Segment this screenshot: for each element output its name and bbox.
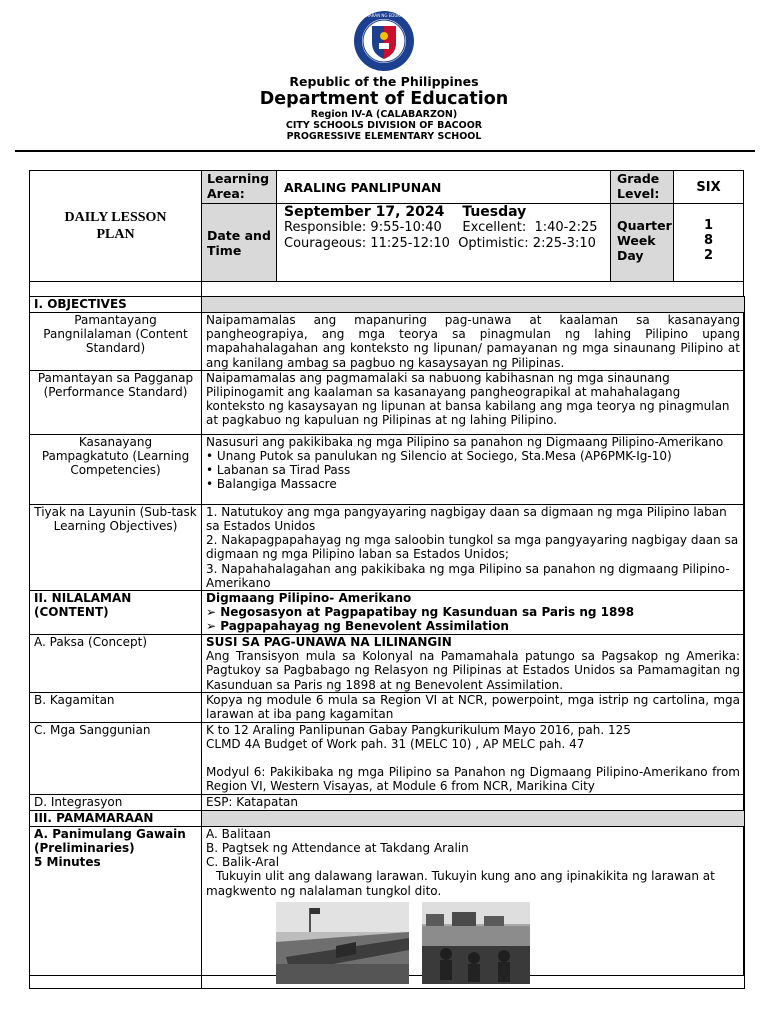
subtask-item: 1. Natutukoy ang mga pangyayaring nagbigay daan sa digmaan ng mga Pilipino laban sa Estados Unidos (206, 504, 727, 534)
quarter-week-day-values (673, 203, 744, 282)
reference-line: K to 12 Araling Panlipunan Gabay Pangkurikulum Mayo 2016, pah. 125 (206, 722, 631, 737)
procedure-instruction: Tukuyin ulit ang dalawang larawan. Tukuyin kung ano ang ipinakikita ng larawan at magkwento ng nalalaman tungkol dito. (206, 869, 715, 898)
lesson-plan-table (29, 296, 745, 989)
reference-line: CLMD 4A Budget of Work pah. 31 (MELC 10) , AP MELC pah. 47 (206, 737, 585, 752)
republic-line: Republic of the Philippines (289, 74, 479, 89)
quarter-value: 1 (703, 218, 714, 233)
concept-row (30, 635, 745, 693)
document-header (0, 10, 768, 142)
content-standard-row (30, 313, 745, 371)
division-line: CITY SCHOOLS DIVISION OF BACOOR (285, 120, 483, 131)
integration-label: D. Integrasyon (30, 794, 202, 810)
references-label: C. Mga Sanggunian (30, 722, 202, 794)
content-title: Digmaang Pilipino- Amerikano (206, 591, 412, 606)
date-time-value-cell (276, 203, 611, 282)
competency-item: • Unang Putok sa panulukan ng Silencio at Sociego, Sta.Mesa (AP6PMK-Ig-10) (206, 449, 740, 463)
quarter-week-day-labels (610, 203, 674, 282)
materials-label: B. Kagamitan (30, 692, 202, 722)
week-label: Week (617, 233, 656, 248)
schedule-line-2: Courageous: 11:25-12:10 Optimistic: 2:25-3:10 (284, 235, 596, 251)
dlp-title-cell (29, 170, 202, 282)
date-value: September 17, 2024 (284, 204, 445, 220)
grade-level-value: SIX (673, 170, 744, 204)
preliminaries-label-cell (30, 826, 202, 988)
integration-row (30, 794, 745, 810)
quarter-label: Quarter (617, 218, 672, 233)
procedure-step: C. Balik-Aral (206, 855, 280, 870)
content-heading-row (30, 591, 745, 635)
svg-text:KAGAWARAN NG EDUKASYON: KAGAWARAN NG EDUKASYON (354, 13, 414, 18)
competencies-cell (202, 434, 745, 504)
spacer-right (201, 281, 744, 297)
concept-cell (202, 635, 745, 693)
concept-heading: SUSI SA PAG-UNAWA NA LILINANGIN (206, 635, 452, 650)
spacer-left (29, 281, 202, 297)
school-line: PROGRESSIVE ELEMENTARY SCHOOL (286, 131, 482, 142)
preliminaries-cell (202, 826, 745, 988)
historical-bridge-photo (276, 902, 409, 984)
date-time-label-cell (201, 203, 277, 282)
learning-area-label: Learning Area: (201, 170, 277, 204)
region-line: Region IV-A (CALABARZON) (310, 109, 458, 120)
materials-row (30, 692, 745, 722)
integration-text: ESP: Katapatan (202, 794, 745, 810)
preliminaries-row (30, 826, 745, 988)
photo-area (206, 902, 740, 988)
day-name-value: Tuesday (462, 204, 527, 220)
deped-seal-logo (353, 10, 415, 72)
subtask-item: 3. Napahahalagahan ang pakikibaka ng mga Pilipino sa panahon ng digmaang Pilipino-Amerikano (206, 561, 730, 590)
objectives-heading: I. OBJECTIVES (30, 297, 202, 313)
competencies-intro: Nasusuri ang pakikibaka ng mga Pilipino sa panahon ng Digmaang Pilipino-Amerikano (206, 434, 724, 449)
procedure-step: B. Pagtsek ng Attendance at Takdang Aralin (206, 841, 469, 856)
subtask-cell (202, 504, 745, 590)
performance-standard-row (30, 370, 745, 434)
preliminaries-label: A. Panimulang Gawain (34, 826, 186, 841)
materials-text: Kopya ng module 6 mula sa Region VI at NCR, powerpoint, mga istrip ng cartolina, mga larawan at iba pang kagamitan (202, 692, 745, 722)
subtask-row (30, 504, 745, 590)
subtask-label: Tiyak na Layunin (Sub-task Learning Objectives) (30, 504, 202, 590)
objectives-heading-filler (202, 297, 745, 313)
reference-line: Modyul 6: Pakikibaka ng mga Pilipino sa Panahon ng Digmaang Pilipino-Amerikano from Region VI, Western Visayas, at Module 6 from NCR, Marikina City (206, 765, 740, 794)
concept-label: A. Paksa (Concept) (30, 635, 202, 693)
header-divider (15, 150, 755, 152)
week-value: 8 (703, 233, 714, 248)
content-standard-text: Naipamamalas ang mapanuring pag-unawa at kaalaman sa kasanayang pangheograpiya, ang mga teorya sa pinagmulan ng lahing Pilipino upang mapahahalagahan ang konteksto ng lipunan/ pamayanan ng mga sinaunang Pilipino at ang kanilang ambag sa pagbuo ng kasaysayan ng Pilipinas. (202, 313, 745, 371)
references-cell (202, 722, 745, 794)
content-item: ➢ Negosasyon at Pagpapatibay ng Kasunduan sa Paris ng 1898 (206, 605, 740, 619)
historical-soldiers-photo (422, 902, 530, 984)
procedure-heading: III. PAMAMARAAN (30, 810, 202, 826)
subtask-item: 2. Nakapagpapahayag ng mga saloobin tungkol sa mga pangyayaring nagbigay daan sa digmaan ng mga Pilipino laban sa Estados Unidos; (206, 533, 739, 562)
day-label: Day (617, 248, 644, 263)
performance-standard-text: Naipamamalas ang pagmamalaki sa nabuong kabihasnan ng mga sinaunang Pilipinogamit ang kaalaman sa kasanayang pangheograpikal at mahahalagang konteksto ng kasaysayan ng lipunan at bansa kabilang ang mga teorya ng pinagmulan at pagkabuo ng kapuluan ng Pilipinas at ng lahing Pilipino. (202, 370, 745, 434)
department-line: Department of Education (259, 89, 509, 109)
objectives-heading-row (30, 297, 745, 313)
concept-text: Ang Transisyon mula sa Kolonyal na Pamamahala patungo sa Pagsakop ng Amerika: Pagtukoy sa Pagbabago ng Relasyon ng Pilipinas at Estados Unidos sa Pamamagitan ng Kasunduan sa Paris ng 1898 at ng Benevolent Assimilation. (206, 649, 740, 692)
preliminaries-sublabel: (Preliminaries) (34, 841, 135, 856)
preliminaries-duration: 5 Minutes (34, 855, 101, 870)
date-line (284, 204, 603, 220)
day-value: 2 (703, 248, 714, 263)
content-standard-label: Pamantayang Pangnilalaman (Content Standard) (30, 313, 202, 371)
competencies-row (30, 434, 745, 504)
competency-item: • Balangiga Massacre (206, 477, 740, 491)
reference-gap (206, 751, 740, 765)
procedure-step: A. Balitaan (206, 826, 271, 841)
competencies-label: Kasanayang Pampagkatuto (Learning Competencies) (30, 434, 202, 504)
content-heading: II. NILALAMAN (CONTENT) (30, 591, 202, 635)
date-time-label: Date and Time (207, 227, 271, 258)
references-row (30, 722, 745, 794)
content-item: ➢ Pagpapahayag ng Benevolent Assimilation (206, 619, 740, 633)
dlp-title: DAILY LESSON PLAN (64, 210, 167, 242)
content-topic-cell (202, 591, 745, 635)
schedule-line-1: Responsible: 9:55-10:40 Excellent: 1:40-2:25 (284, 220, 598, 235)
learning-area-value: ARALING PANLIPUNAN (276, 170, 611, 204)
procedure-heading-row (30, 810, 745, 826)
competency-item: • Labanan sa Tirad Pass (206, 463, 740, 477)
performance-standard-label: Pamantayan sa Pagganap (Performance Standard) (30, 370, 202, 434)
grade-level-label: Grade Level: (610, 170, 674, 204)
procedure-heading-filler (202, 810, 745, 826)
